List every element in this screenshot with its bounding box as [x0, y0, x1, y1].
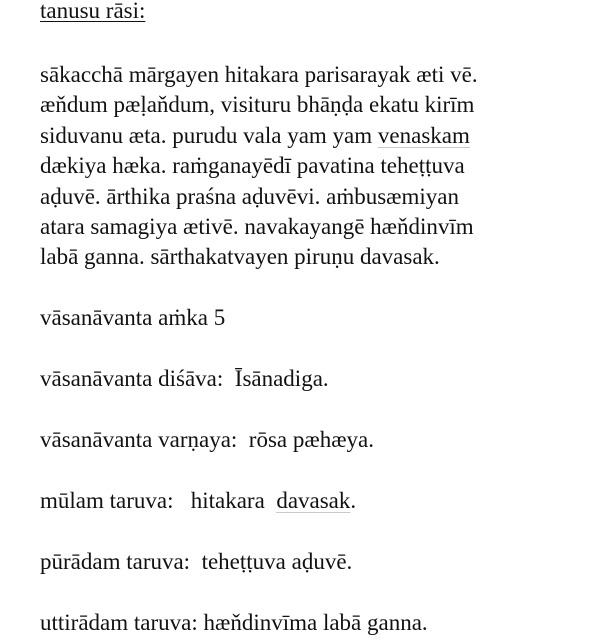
- lucky-colour: vāsanāvanta varṇaya: rōsa pæhæya.: [40, 427, 375, 452]
- mulam-star-line: [40, 486, 356, 516]
- paragraph-line: atara samagiya ætivē. navakayangē hæňdinvīm: [40, 214, 474, 240]
- paragraph-line: sākacchā mārgayen hitakara parisarayak æti vē.: [40, 62, 478, 87]
- horoscope-paragraph: [40, 60, 478, 273]
- document-title: tanusu rāsi:: [40, 0, 146, 23]
- paragraph-line: æňdum pæḷaňdum, visituru bhāṇḍa ekatu kirīm: [40, 92, 475, 118]
- mulam-text: mūlam taruva: hitakara: [40, 488, 277, 513]
- puradam-star-line: pūrādam taruva: teheṭṭuva aḍuvē.: [40, 549, 353, 574]
- spellcheck-word[interactable]: davasak: [276, 488, 351, 513]
- paragraph-line: dækiya hæka. raṁganayēdī pavatina teheṭṭuva: [40, 153, 465, 179]
- paragraph-line: [40, 121, 478, 151]
- paragraph-line: aḍuvē. ārthika praśna aḍuvēvi. aṁbusæmiyan: [40, 183, 459, 209]
- paragraph-line: labā ganna. sārthakatvayen piruṇu davasak.: [40, 244, 440, 270]
- lucky-direction: vāsanāvanta diśāva: Īsānadiga.: [40, 366, 329, 391]
- uttiradam-star-line: uttirādam taruva: hæňdinvīma labā ganna.: [40, 610, 428, 635]
- mulam-period: .: [350, 488, 357, 513]
- lucky-number: vāsanāvanta aṁka 5: [40, 305, 226, 330]
- paragraph-line-text: siduvanu æta. purudu vala yam yam: [40, 122, 378, 148]
- spellcheck-word[interactable]: venaskam: [377, 122, 470, 148]
